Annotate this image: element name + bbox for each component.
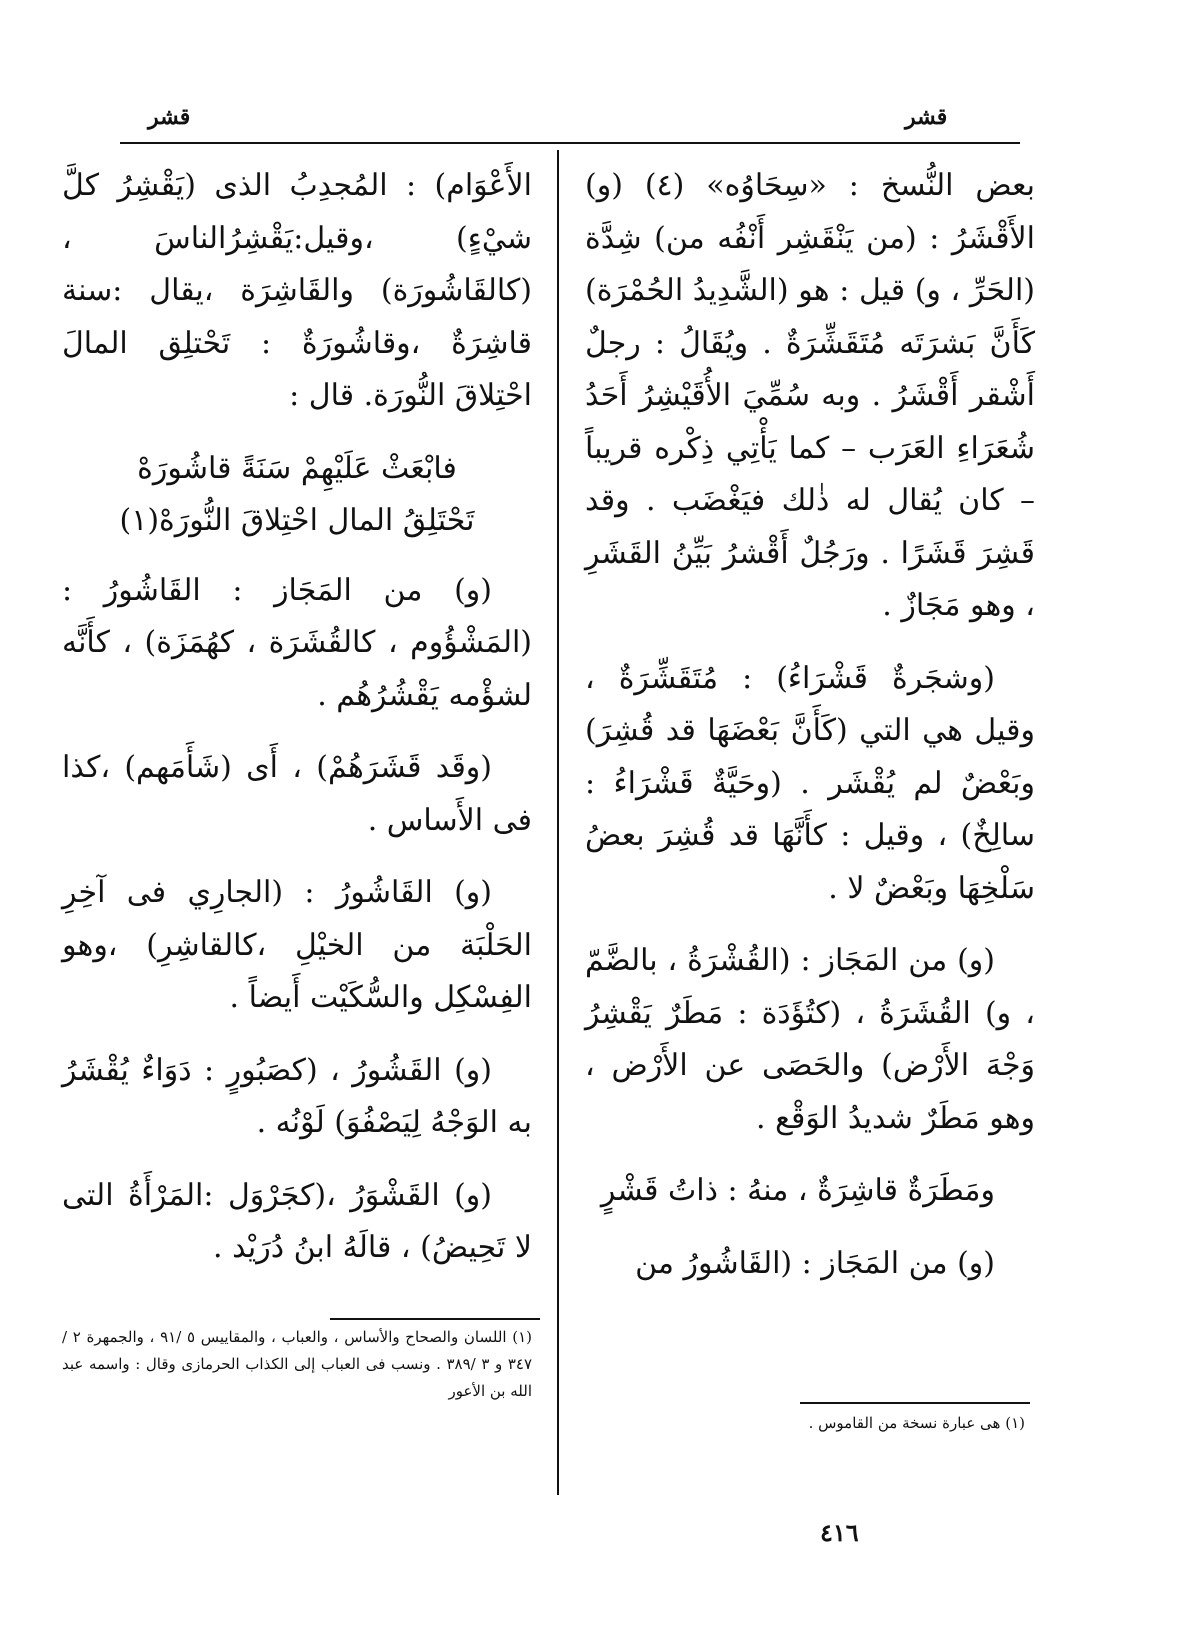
footnote-rule-left [330, 1318, 540, 1320]
paragraph: بعض النُّسخ : «سِحَاوُه» (٤) (و) الأَقْشَرُ : (من يَنْقَشِر أَنْفُه من) شِدَّة (الحَرِّ ، و) قيل : هو (الشَّدِيدُ الحُمْرَة) كَأَنَّ بَشرَتَه مُتَقَشِّرَةٌ . ويُقَالُ : رجلٌ أَشْقر أَقْشَرُ . وبه سُمِّيَ الأُقَيْشِرُ أَحَدُ شُعَرَاءِ العَرَب – كما يَأْتِي ذِكْره قريباً – كان يُقال له ذٰلك فيَغْضَب . وقد قَشِرَ قَشَرًا . ورَجُلٌ أَقْشرُ بَيِّنُ القَشَرِ ، وهو مَجَازٌ . [585, 168, 1036, 623]
paragraph: (و) من المَجَاز : (القَاشُورُ من [635, 1245, 995, 1281]
paragraph: (و) من المَجَاز : القَاشُورُ : (المَشْؤُوم ، كالقُشَرَة ، كهُمَزَة) ، كأَنَّه لشؤْمه يَقْشُرُهُم . [62, 572, 532, 713]
paragraph: (و) القَشُورُ ، (كصَبُورٍ : دَوَاءٌ يُقْشَرُ به الوَجْهُ لِيَصْفُوَ) لَوْنُه . [62, 1052, 532, 1140]
footnote-left: (١) اللسان والصحاح والأساس ، والعباب ، والمقاييس ٥ /٩١ ، والجمهرة ٢ /٣٤٧ و ٣ /٣٨٩ . ونسب فى العباب إلى الكذاب الحرمازى وقال : واسمه عبد الله بن الأعور [62, 1328, 533, 1400]
footnote-rule-right [800, 1402, 1030, 1404]
left-column [62, 160, 532, 1295]
paragraph: ومَطَرَةٌ قاشِرَةٌ ، منهُ : ذاتُ قَشْرٍ [600, 1173, 995, 1208]
header-rule [120, 142, 1020, 144]
paragraph: (وقَد قَشَرَهُمْ) ، أَى (شَأَمَهم) ،كذا فى الأَساس . [62, 750, 532, 838]
header-word-right: قشر [905, 104, 948, 130]
page-number: ٤١٦ [820, 1518, 859, 1547]
column-divider [557, 150, 559, 1495]
header-word-left: قشر [148, 104, 191, 130]
right-column [585, 160, 1035, 1310]
verse-line: تَحْتَلِقُ المال احْتِلاقَ النُّورَهْ(١) [119, 502, 475, 538]
paragraph: (و) من المَجَاز : (القُشْرَةُ ، بالضَّمّ ، و) القُشَرَةُ ، (كتُؤَدَة : مَطَرٌ يَقْشِرُ وَجْهَ الأَرْض) والحَصَى عن الأَرْض ، وهو مَطَرٌ شديدُ الوَقْع . [585, 943, 1035, 1136]
paragraph: الأَعْوَام) : المُجدِبُ الذى (يَقْشِرُ كلَّ شيْءٍ) ،وقيل:يَقْشِرُالناسَ ،(كالقَاشُورَة) والقَاشِرَة ،يقال :سنة قاشِرَةٌ ،وقاشُورَةٌ : تَحْتلِق المالَ احْتِلاقَ النُّورَة. قال : [62, 168, 532, 413]
footnote-right: (١) هى عبارة نسخة من القاموس . [808, 1414, 1025, 1432]
paragraph: (و) القَشْوَرُ ،(كجَرْوَل :المَرْأَةُ التى لا تَحِيضُ) ، قالَهُ ابنُ دُرَيْد . [62, 1177, 532, 1265]
poetry-verse [62, 443, 532, 547]
verse-line: فابْعَثْ عَلَيْهِمْ سَنَةً قاشُورَهْ [137, 450, 457, 486]
paragraph: (وشجَرةٌ قَشْرَاءُ) : مُتَقَشِّرَةٌ ، وقيل هي التي (كَأَنَّ بَعْضَهَا قد قُشِرَ) وبَعْضٌ لم يُقْشَر . (وحَيَّةٌ قَشْرَاءُ : سالِخٌ) ، وقيل : كأَنَّهَا قد قُشِرَ بعضُ سَلْخِهَا وبَعْضٌ لا . [585, 660, 1035, 906]
paragraph: (و) القَاشُورُ : (الجارِي فى آخِرِ الحَلْبَة من الخيْلِ ،كالقاشِرِ) ،وهو الفِسْكِل والسُّكَيْت أَيضاً . [62, 875, 532, 1015]
